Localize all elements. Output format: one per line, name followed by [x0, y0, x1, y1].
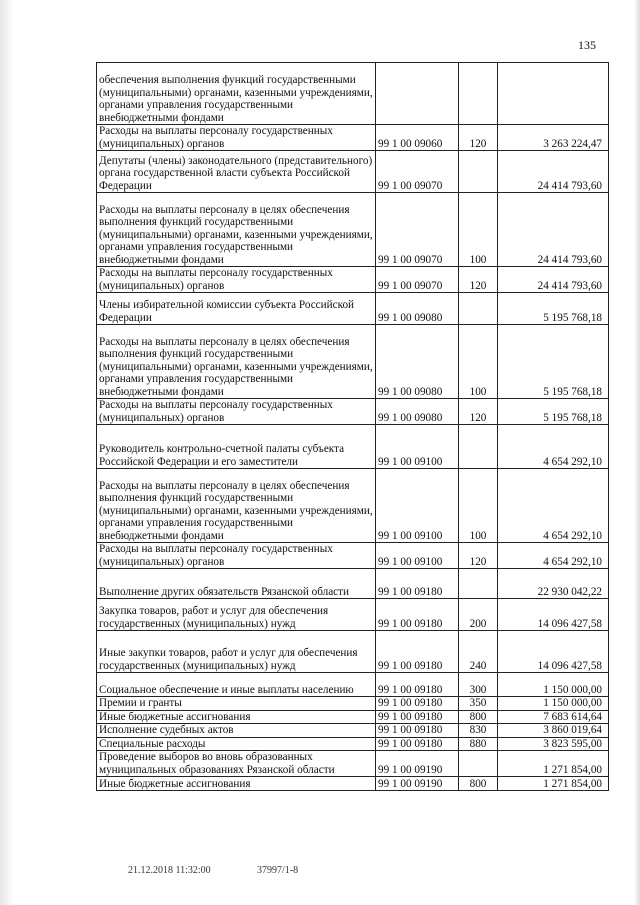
row-sum: 24 414 793,60	[498, 151, 609, 193]
table-row	[97, 325, 609, 399]
row-code: 99 1 00 09070	[376, 267, 459, 293]
row-expense-type	[459, 569, 498, 599]
table-row	[97, 63, 609, 125]
row-code: 99 1 00 09080	[376, 325, 459, 399]
row-sum: 4 654 292,10	[498, 543, 609, 569]
row-sum: 24 414 793,60	[498, 267, 609, 293]
table-row	[97, 267, 609, 293]
table-row	[97, 151, 609, 193]
row-expense-type: 800	[459, 777, 498, 791]
row-expense-type	[459, 425, 498, 469]
row-code: 99 1 00 09180	[376, 724, 459, 738]
table-row	[97, 777, 609, 791]
table-row	[97, 599, 609, 631]
row-name: Расходы на выплаты персоналу в целях обеспечения выполнения функций государственными (муниципальными) органами, казенными учреждениями, органами управления государственными внебюджетными фондами	[97, 193, 376, 267]
row-name: Иные закупки товаров, работ и услуг для обеспечения государственных (муниципальных) нужд	[97, 631, 376, 673]
row-expense-type: 200	[459, 599, 498, 631]
row-code: 99 1 00 09100	[376, 543, 459, 569]
row-name: Исполнение судебных актов	[97, 724, 376, 738]
row-expense-type: 120	[459, 125, 498, 151]
row-code: 99 1 00 09180	[376, 599, 459, 631]
row-name: Расходы на выплаты персоналу государственных (муниципальных) органов	[97, 399, 376, 425]
row-code: 99 1 00 09100	[376, 469, 459, 543]
row-expense-type	[459, 751, 498, 777]
table-row	[97, 543, 609, 569]
row-sum: 3 860 019,64	[498, 724, 609, 738]
row-code: 99 1 00 09190	[376, 751, 459, 777]
row-sum: 14 096 427,58	[498, 599, 609, 631]
row-expense-type: 100	[459, 325, 498, 399]
table-row	[97, 673, 609, 697]
row-sum: 1 150 000,00	[498, 697, 609, 711]
table-row	[97, 293, 609, 325]
row-name: Закупка товаров, работ и услуг для обеспечения государственных (муниципальных) нужд	[97, 599, 376, 631]
row-sum: 3 823 595,00	[498, 737, 609, 751]
row-name: Члены избирательной комиссии субъекта Российской Федерации	[97, 293, 376, 325]
row-code: 99 1 00 09080	[376, 399, 459, 425]
row-name: Расходы на выплаты персоналу в целях обеспечения выполнения функций государственными (муниципальными) органами, казенными учреждениями, органами управления государственными внебюджетными фондами	[97, 325, 376, 399]
table-row	[97, 751, 609, 777]
row-name: Руководитель контрольно-счетной палаты субъекта Российской Федерации и его заместители	[97, 425, 376, 469]
table-body	[97, 63, 609, 791]
row-code: 99 1 00 09100	[376, 425, 459, 469]
row-name: Расходы на выплаты персоналу в целях обеспечения выполнения функций государственными (муниципальными) органами, казенными учреждениями, органами управления государственными внебюджетными фондами	[97, 469, 376, 543]
table-row	[97, 193, 609, 267]
row-code: 99 1 00 09060	[376, 125, 459, 151]
row-sum: 5 195 768,18	[498, 399, 609, 425]
row-name: Расходы на выплаты персоналу государственных (муниципальных) органов	[97, 543, 376, 569]
row-expense-type: 120	[459, 267, 498, 293]
row-code: 99 1 00 09180	[376, 569, 459, 599]
row-sum: 14 096 427,58	[498, 631, 609, 673]
table-row	[97, 697, 609, 711]
row-code	[376, 63, 459, 125]
table-row	[97, 125, 609, 151]
row-name: Расходы на выплаты персоналу государственных (муниципальных) органов	[97, 125, 376, 151]
row-expense-type: 240	[459, 631, 498, 673]
row-sum: 22 930 042,22	[498, 569, 609, 599]
table-row	[97, 469, 609, 543]
row-name: Социальное обеспечение и иные выплаты населению	[97, 673, 376, 697]
row-name: Выполнение других обязательств Рязанской области	[97, 569, 376, 599]
table-row	[97, 631, 609, 673]
row-expense-type: 300	[459, 673, 498, 697]
row-code: 99 1 00 09180	[376, 737, 459, 751]
table-row	[97, 399, 609, 425]
row-code: 99 1 00 09180	[376, 631, 459, 673]
row-name: Специальные расходы	[97, 737, 376, 751]
row-sum: 7 683 614,64	[498, 710, 609, 724]
footer-datetime: 21.12.2018 11:32:00	[128, 865, 211, 876]
scan-edge-shadow	[634, 0, 640, 905]
row-sum: 1 271 854,00	[498, 777, 609, 791]
row-expense-type: 120	[459, 399, 498, 425]
row-expense-type: 880	[459, 737, 498, 751]
row-sum: 5 195 768,18	[498, 325, 609, 399]
table-row	[97, 710, 609, 724]
row-code: 99 1 00 09070	[376, 151, 459, 193]
row-code: 99 1 00 09180	[376, 697, 459, 711]
row-name: Иные бюджетные ассигнования	[97, 710, 376, 724]
table-row	[97, 724, 609, 738]
row-sum: 4 654 292,10	[498, 469, 609, 543]
row-expense-type: 120	[459, 543, 498, 569]
row-name: Иные бюджетные ассигнования	[97, 777, 376, 791]
row-expense-type: 100	[459, 469, 498, 543]
row-sum	[498, 63, 609, 125]
table-row	[97, 737, 609, 751]
row-name: Депутаты (члены) законодательного (представительного) органа государственной власти субъекта Российской Федерации	[97, 151, 376, 193]
row-expense-type: 830	[459, 724, 498, 738]
row-code: 99 1 00 09180	[376, 710, 459, 724]
row-sum: 24 414 793,60	[498, 193, 609, 267]
row-code: 99 1 00 09070	[376, 193, 459, 267]
row-sum: 3 263 224,47	[498, 125, 609, 151]
row-expense-type: 800	[459, 710, 498, 724]
row-expense-type	[459, 151, 498, 193]
row-expense-type	[459, 293, 498, 325]
row-code: 99 1 00 09180	[376, 673, 459, 697]
row-code: 99 1 00 09080	[376, 293, 459, 325]
row-sum: 5 195 768,18	[498, 293, 609, 325]
row-sum: 4 654 292,10	[498, 425, 609, 469]
row-expense-type: 350	[459, 697, 498, 711]
page-number: 135	[578, 38, 596, 52]
table-row	[97, 425, 609, 469]
budget-table	[96, 62, 609, 791]
row-expense-type	[459, 63, 498, 125]
row-name: Расходы на выплаты персоналу государственных (муниципальных) органов	[97, 267, 376, 293]
row-name: обеспечения выполнения функций государственными (муниципальными) органами, казенными учреждениями, органами управления государственными внебюджетными фондами	[97, 63, 376, 125]
row-code: 99 1 00 09190	[376, 777, 459, 791]
scan-margin-shadow	[0, 0, 14, 905]
row-name: Проведение выборов во вновь образованных муниципальных образованиях Рязанской области	[97, 751, 376, 777]
footer-doc-number: 37997/1-8	[257, 865, 299, 876]
row-sum: 1 271 854,00	[498, 751, 609, 777]
table-row	[97, 569, 609, 599]
row-expense-type: 100	[459, 193, 498, 267]
row-sum: 1 150 000,00	[498, 673, 609, 697]
row-name: Премии и гранты	[97, 697, 376, 711]
